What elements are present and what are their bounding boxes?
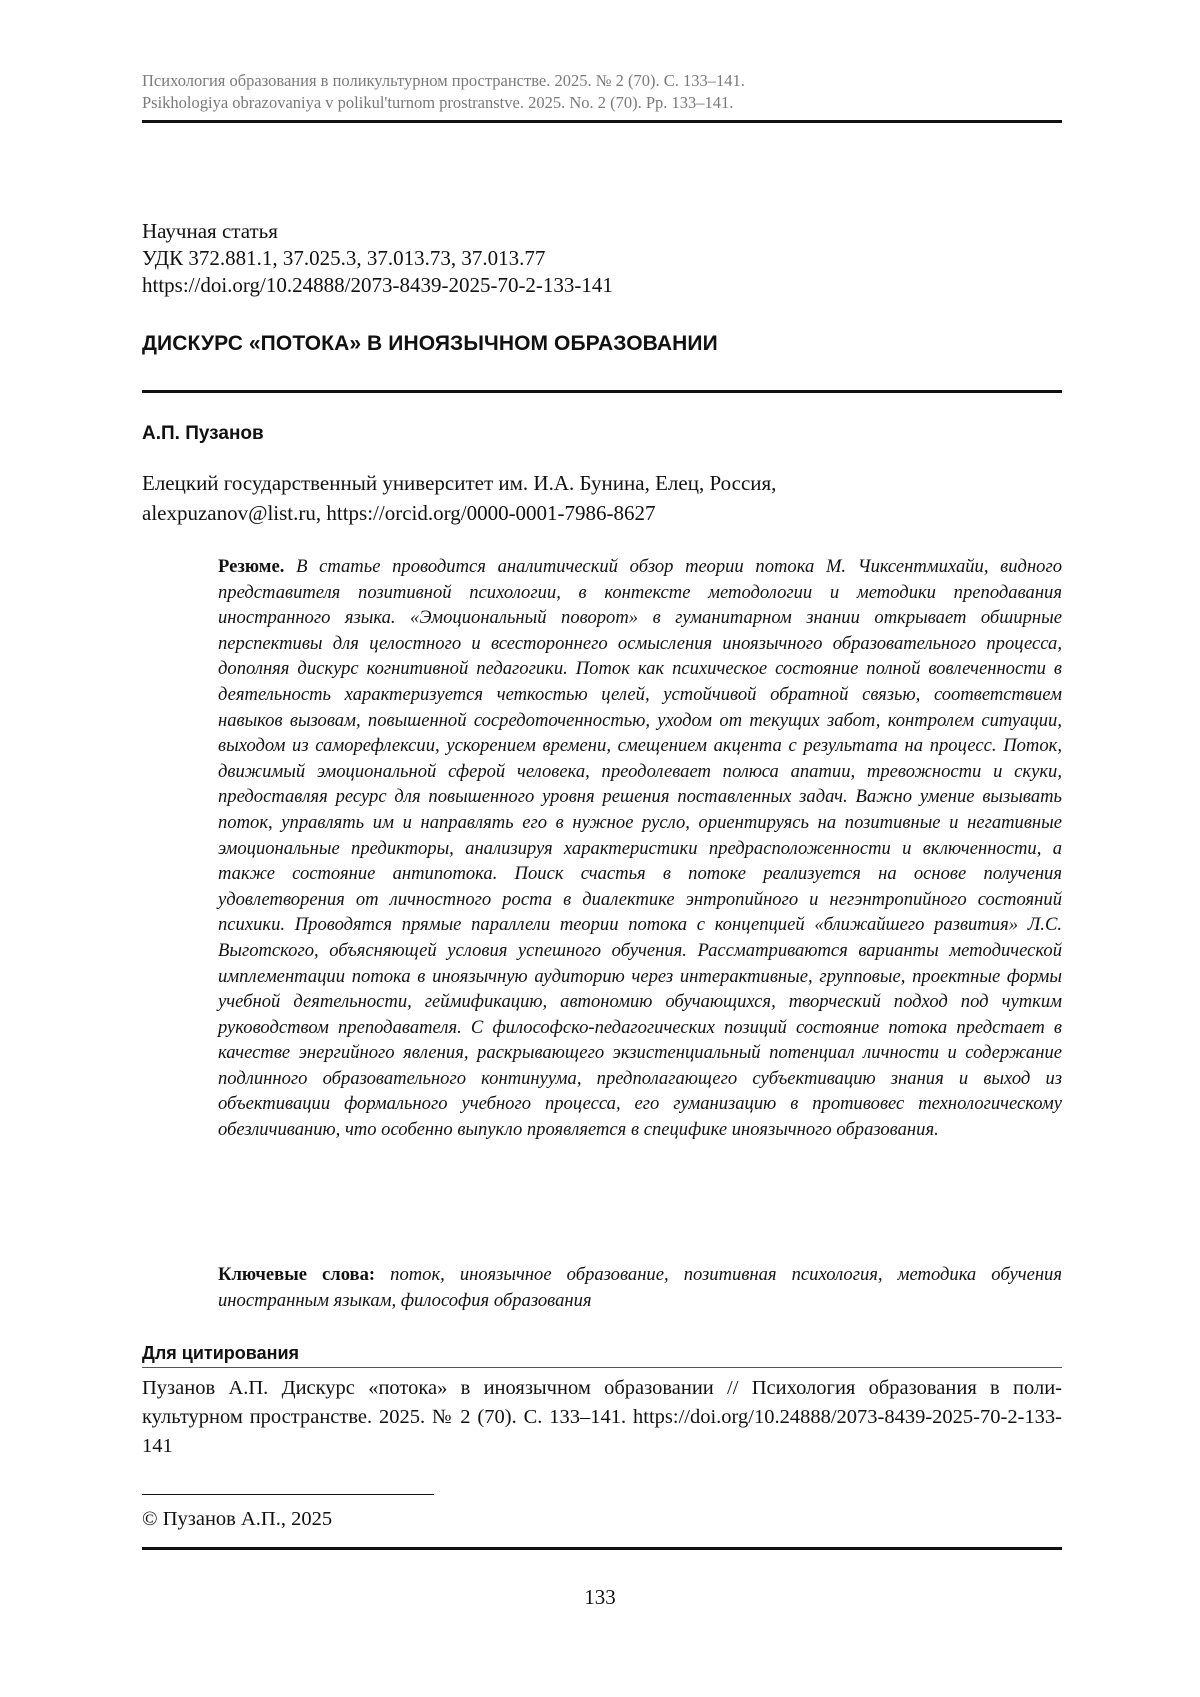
page-number: 133 <box>584 1585 616 1609</box>
abstract-label: Резюме. <box>218 556 297 577</box>
copyright-notice: © Пузанов А.П., 2025 <box>142 1508 333 1530</box>
footnote-rule <box>142 1494 434 1495</box>
udc-codes: УДК 372.881.1, 37.025.3, 37.013.73, 37.013.77 <box>142 246 546 270</box>
abstract <box>218 554 1062 1143</box>
author-affiliation: Елецкий государственный университет им. И.А. Бунина, Елец, Россия, <box>142 471 777 495</box>
article-meta <box>142 218 613 299</box>
keywords-text: поток, иноязычное образование, позитивная психология, методика обучения иностранным языкам, философия образования <box>218 1264 1062 1311</box>
author-name: А.П. Пузанов <box>142 423 264 444</box>
citation-heading: Для цитирования <box>142 1343 300 1363</box>
citation-text: Пузанов А.П. Дискурс «потока» в иноязычном образовании // Психология образования в поликультурном пространстве. 2025. № 2 (70). С. 133–141. https://doi.org/10.24888/2073-8439-2025-70-2-133-141 <box>142 1377 1062 1457</box>
running-head-transliterated: Psikhologiya obrazovaniya v polikul'turnom prostranstve. 2025. No. 2 (70). Pp. 133–141. <box>142 93 734 112</box>
article-type: Научная статья <box>142 219 278 243</box>
footer-rule <box>142 1547 1062 1550</box>
running-head <box>142 70 1062 114</box>
running-head-russian: Психология образования в поликультурном пространстве. 2025. № 2 (70). С. 133–141. <box>142 71 745 90</box>
header-rule <box>142 120 1062 123</box>
author-contacts[interactable]: alexpuzanov@list.ru, https://orcid.org/0000-0001-7986-8627 <box>142 501 656 525</box>
doi-link[interactable]: https://doi.org/10.24888/2073-8439-2025-70-2-133-141 <box>142 273 613 297</box>
author-affiliation-block <box>142 468 776 528</box>
article-title: ДИСКУРС «ПОТОКА» В ИНОЯЗЫЧНОМ ОБРАЗОВАНИИ <box>142 332 718 355</box>
abstract-text: В статье проводится аналитический обзор теории потока М. Чиксентмихайи, видного представителя позитивной психологии, в контексте методологии и методики преподавания иностранного языка. «Эмоциональный поворот» в гуманитарном знании открывает обширные перспективы для целостного и всестороннего осмысления иноязычного образовательного процесса, дополняя дискурс когнитивной педагогики. Поток как психическое состояние полной вовлеченности в деятельность характеризуется четкостью целей, устойчивой обратной связью, соответствием навыков вызовам, повышенной сосредоточенностью, уходом от текущих забот, контролем ситуации, выходом из саморефлексии, ускорением времени, смещением акцента с результата на процесс. Поток, движимый эмоциональной сферой человека, преодолевает полюса апатии, тревожности и скуки, предоставляя ресурс для повышенного уровня решения поставленных задач. Важно умение вызывать поток, управлять им и направлять его в нужное русло, ориентируясь на позитивные и негативные эмоциональные предикторы, анализируя характеристики предрасположенности и включенности, а также состояние антипотока. Поиск счастья в потоке реализуется на основе получения удовлетворения от личностного роста в диалектике энтропийного и негэнтропийного состояний психики. Проводятся прямые параллели теории потока с концепцией «ближайшего развития» Л.С. Выготского, объясняющей условия успешного обучения. Рассматриваются варианты методической имплементации потока в иноязычную аудиторию через интерактивные, групповые, проектные формы учебной деятельности, геймификацию, автономию обучающихся, творческий подход под чутким руководством преподавателя. С философско-педагогических позиций состояние потока предстает в качестве энергийного явления, раскрывающего экзистенциальный потенциал личности и содержание подлинного образовательного континуума, предполагающего субъективацию знания и выход из объективации формального учебного процесса, его гуманизацию в противовес технологическому обезличиванию, что особенно выпукло проявляется в специфике иноязычного образования. <box>218 556 1063 1141</box>
keywords-label: Ключевые слова: <box>218 1264 391 1285</box>
citation-rule <box>142 1367 1062 1368</box>
keywords <box>218 1262 1062 1313</box>
title-rule <box>142 390 1062 393</box>
